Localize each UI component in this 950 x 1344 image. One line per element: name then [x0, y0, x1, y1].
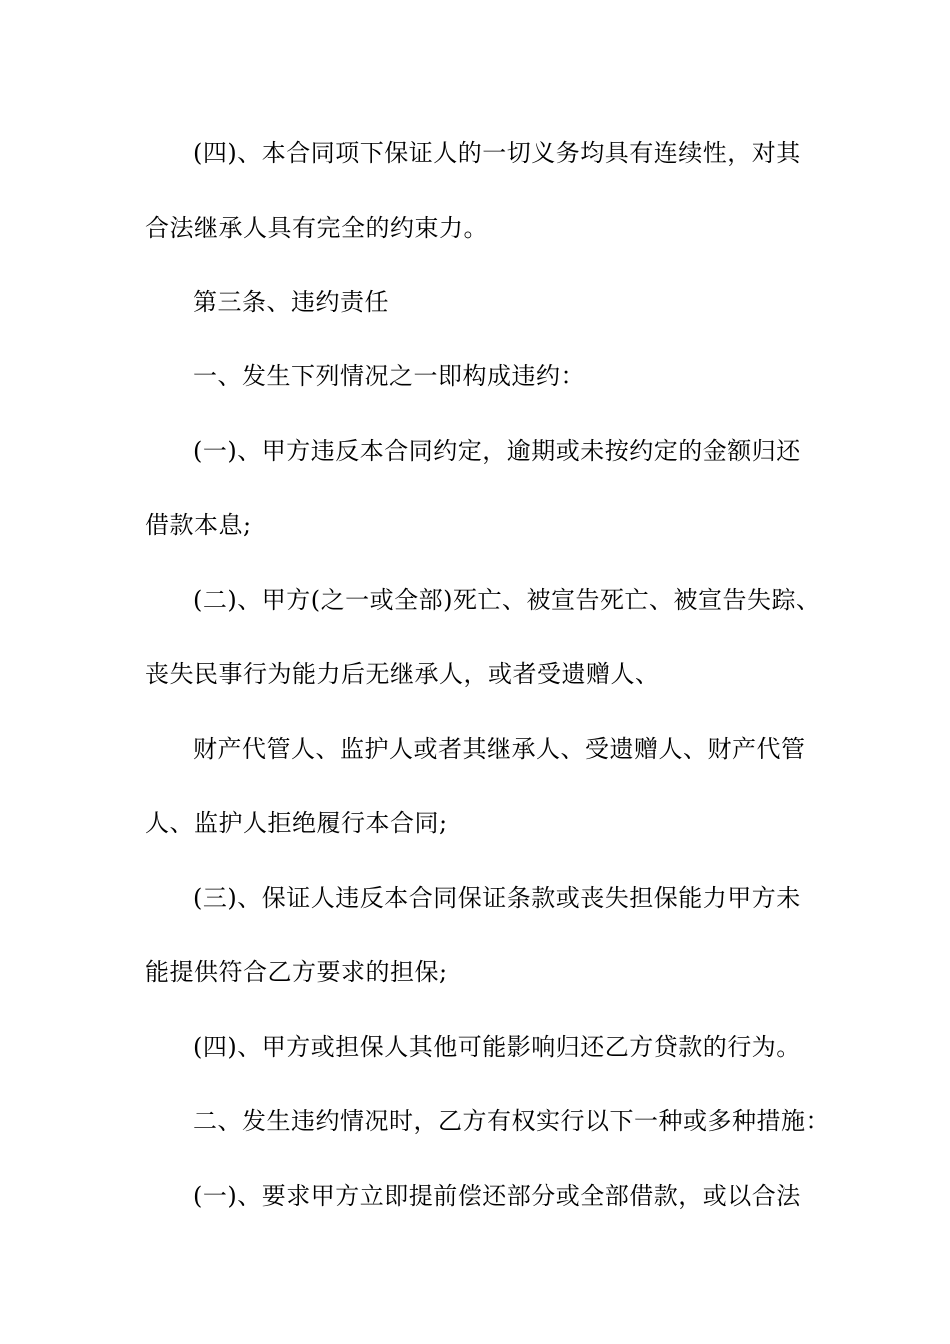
paragraph-line: (二)、甲方(之一或全部)死亡、被宣告死亡、被宣告失踪、 [193, 586, 821, 614]
paragraph-line: 二、发生违约情况时，乙方有权实行以下一种或多种措施： [193, 1107, 830, 1135]
paragraph-line: (四)、本合同项下保证人的一切义务均具有连续性，对其 [193, 139, 801, 167]
paragraph-line: (三)、保证人违反本合同保证条款或丧失担保能力甲方未 [193, 884, 801, 912]
paragraph-line: 人、监护人拒绝履行本合同; [145, 809, 448, 837]
section-heading: 第三条、违约责任 [193, 288, 389, 316]
paragraph-line: 财产代管人、监护人或者其继承人、受遗赠人、财产代管 [193, 735, 806, 763]
paragraph-line: (四)、甲方或担保人其他可能影响归还乙方贷款的行为。 [193, 1033, 801, 1061]
paragraph-line: (一)、要求甲方立即提前偿还部分或全部借款，或以合法 [193, 1182, 801, 1210]
paragraph-line: 一、发生下列情况之一即构成违约： [193, 362, 585, 390]
paragraph-line: 借款本息; [145, 511, 252, 539]
paragraph-line: (一)、甲方违反本合同约定，逾期或未按约定的金额归还 [193, 437, 801, 465]
paragraph-line: 丧失民事行为能力后无继承人，或者受遗赠人、 [145, 660, 660, 688]
paragraph-line: 能提供符合乙方要求的担保; [145, 958, 448, 986]
paragraph-line: 合法继承人具有完全的约束力。 [145, 214, 488, 242]
